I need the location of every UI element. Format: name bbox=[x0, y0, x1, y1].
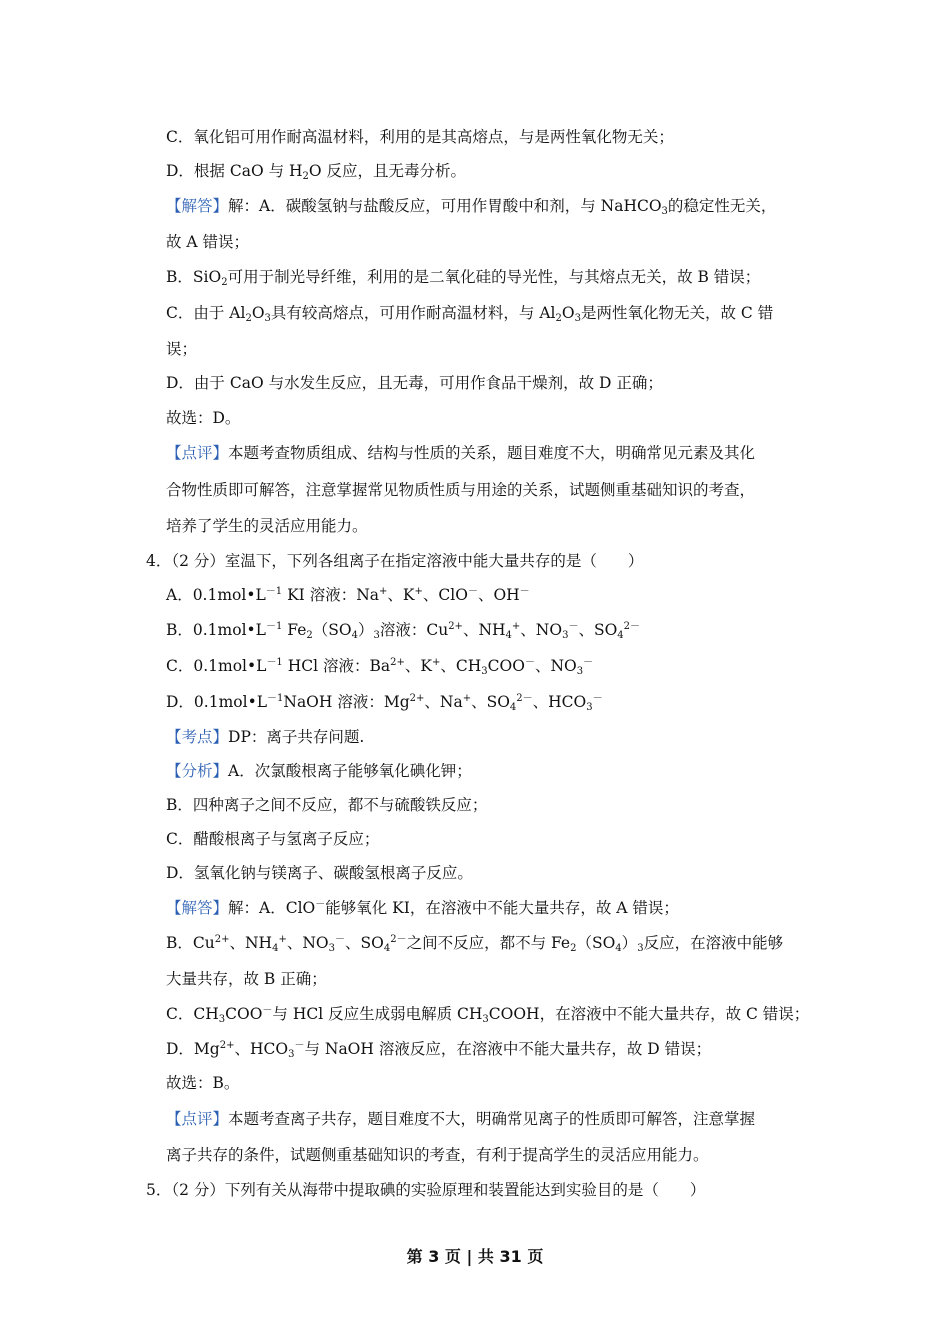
text-line: 故选：B。 bbox=[166, 1074, 240, 1092]
answer-tag: 【解答】 bbox=[166, 197, 229, 215]
text-line: C．醋酸根离子与氢离子反应； bbox=[166, 830, 380, 848]
text-line: B．$Cu^{2+}$、$NH_4^+$、$NO_3^-$、$SO_4^{2-}$之间不反应，都不与 $Fe_2(SO_4)_3$反应，在溶液中能够 bbox=[166, 934, 784, 954]
text-line: 【分析】A．次氯酸根离子能够氧化碘化钾； bbox=[166, 762, 472, 780]
text-line: D．根据 CaO 与 $H_2O$ 反应，且无毒分析。 bbox=[166, 162, 467, 182]
text-line: 故 A 错误； bbox=[166, 233, 250, 251]
analysis-tag: 【分析】 bbox=[166, 762, 229, 780]
comment-tag: 【点评】 bbox=[166, 444, 229, 462]
text-line: D．由于 CaO 与水发生反应，且无毒，可用作食品干燥剂，故 D 正确； bbox=[166, 374, 663, 392]
text-line: 【点评】本题考查物质组成、结构与性质的关系，题目难度不大，明确常见元素及其化 bbox=[166, 444, 756, 462]
option-b: B．$0.1mol•L^{-1}$ $Fe_2(SO_4)_3$溶液：$Cu^{2+}$、$NH_4^+$、$NO_3^-$、$SO_4^{2-}$ bbox=[166, 621, 641, 641]
question-4: 4．（2 分）室温下，下列各组离子在指定溶液中能大量共存的是（ ） bbox=[146, 552, 644, 570]
text-line: 培养了学生的灵活应用能力。 bbox=[166, 517, 368, 535]
option-c: C．$0.1mol•L^{-1}$ HCl 溶液：$Ba^{2+}$、K+、$CH_3COO^-$、$NO_3^-$ bbox=[166, 657, 594, 677]
text-line: D．氢氧化钠与镁离子、碳酸氢根离子反应。 bbox=[166, 864, 473, 882]
keypoint-tag: 【考点】 bbox=[166, 728, 229, 746]
text-line: C．氧化铝可用作耐高温材料，利用的是其高熔点，与是两性氧化物无关； bbox=[166, 128, 674, 146]
text-line: B．SiO$_2$可用于制光导纤维，利用的是二氧化硅的导光性，与其熔点无关，故 B 错误； bbox=[166, 268, 761, 288]
option-d: D．$0.1mol•L^{-1}NaOH$ 溶液：$Mg^{2+}$、Na+、$SO_4^{2-}$、$HCO_3^-$ bbox=[166, 693, 603, 713]
text-line: 【考点】DP：离子共存问题. bbox=[166, 728, 365, 746]
question-5: 5．（2 分）下列有关从海带中提取碘的实验原理和装置能达到实验目的是（ ） bbox=[146, 1181, 706, 1199]
answer-tag: 【解答】 bbox=[166, 899, 229, 917]
text-line: 离子共存的条件，试题侧重基础知识的考查，有利于提高学生的灵活应用能力。 bbox=[166, 1146, 709, 1164]
option-a: A．$0.1mol•L^{-1}$ KI 溶液：Na+、K+、ClO－、OH－ bbox=[166, 586, 530, 604]
text-line: 误； bbox=[166, 340, 198, 358]
text-line: 故选：D。 bbox=[166, 409, 241, 427]
text-line: 大量共存，故 B 正确； bbox=[166, 970, 327, 988]
comment-tag: 【点评】 bbox=[166, 1110, 229, 1128]
text-line: 【解答】解：A．ClO－能够氧化 KI，在溶液中不能大量共存，故 A 错误； bbox=[166, 899, 679, 917]
text-line: C．由于 $Al_2O_3$具有较高熔点，可用作耐高温材料，与 $Al_2O_3$是两性氧化物无关，故 C 错 bbox=[166, 304, 774, 324]
text-line: C．$CH_3COO^-$与 HCl 反应生成弱电解质 $CH_3COOH$，在溶液中不能大量共存，故 C 错误； bbox=[166, 1005, 810, 1025]
text-line: D．$Mg^{2+}$、$HCO_3^-$与 NaOH 溶液反应，在溶液中不能大量共存，故 D 错误； bbox=[166, 1040, 712, 1060]
text-line: B．四种离子之间不反应，都不与硫酸铁反应； bbox=[166, 796, 488, 814]
text-line: 【解答】解：A．碳酸氢钠与盐酸反应，可用作胃酸中和剂，与 NaHCO$_3$的稳定性无关， bbox=[166, 197, 777, 217]
page-footer: 第 3 页 | 共 31 页 bbox=[406, 1247, 544, 1266]
text-line: 合物性质即可解答，注意掌握常见物质性质与用途的关系，试题侧重基础知识的考查， bbox=[166, 481, 756, 499]
text-line: 【点评】本题考查离子共存，题目难度不大，明确常见离子的性质即可解答，注意掌握 bbox=[166, 1110, 756, 1128]
